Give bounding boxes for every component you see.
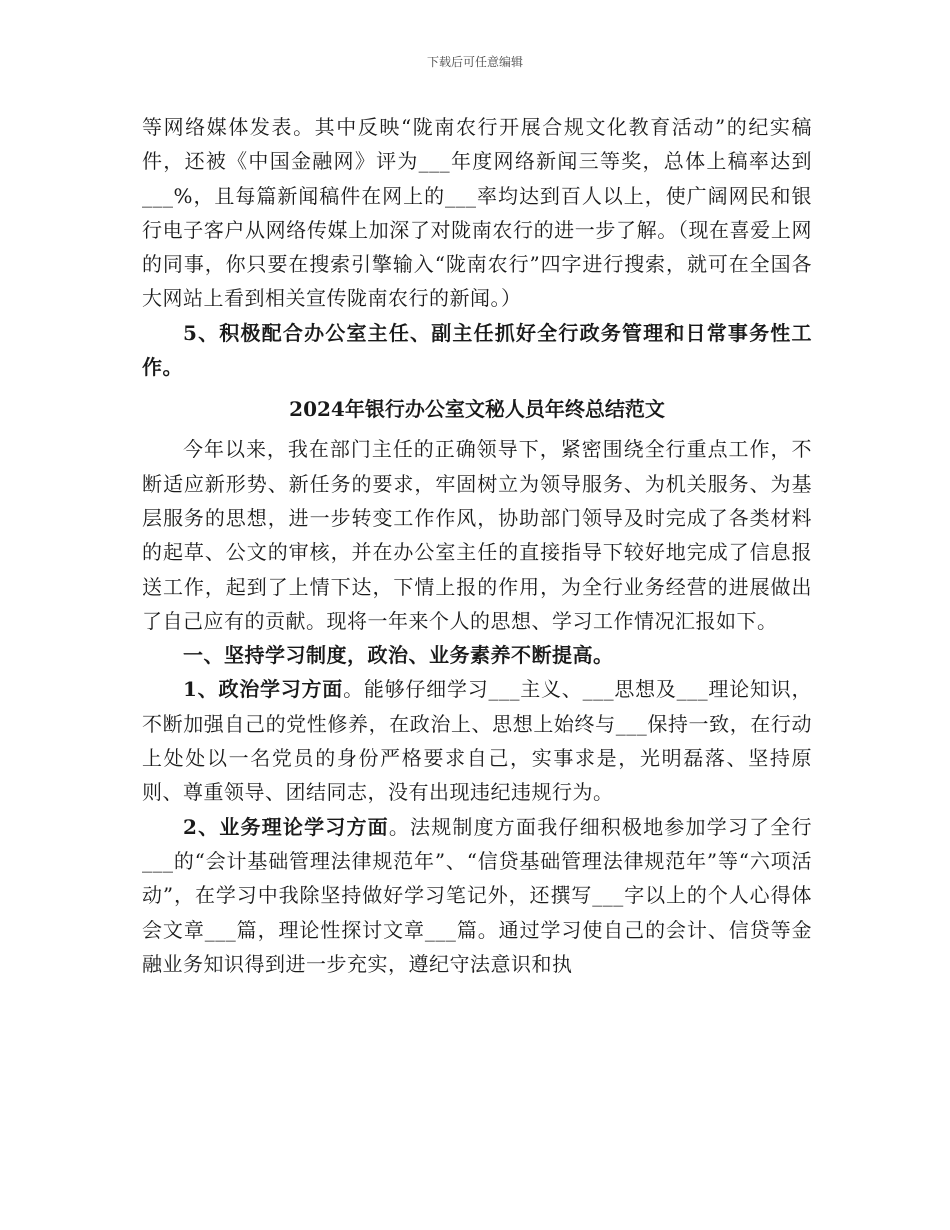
paragraph-political-study — [142, 672, 812, 809]
paragraph-intro: 今年以来，我在部门主任的正确领导下，紧密围绕全行重点工作，不断适应新形势、新任务的要求，牢固树立为领导服务、为机关服务、为基层服务的思想，进一步转变工作作风，协助部门领导及时完成了各类材料的起草、公文的审核，并在办公室主任的直接指导下较好地完成了信息报送工作，起到了上情下达，下情上报的作用，为全行业务经营的进展做出了自己应有的贡献。现将一年来个人的思想、学习工作情况汇报如下。 — [142, 437, 812, 633]
page-header: 下载后可任意编辑 — [426, 55, 523, 69]
business-study-lead: 2、业务理论学习方面 — [183, 814, 389, 839]
paragraph-news-summary: 等网络媒体发表。其中反映“陇南农行开展合规文化教育活动”的纪实稿件，还被《中国金融网》评为___年度网络新闻三等奖，总体上稿率达到___%，且每篇新闻稿件在网上的___率均达到百人以上，使广阔网民和银行电子客户从网络传媒上加深了对陇南农行的进一步了解。（现在喜爱上网的同事，你只要在搜索引擎输入“陇南农行”四字进行搜索，就可在全国各大网站上看到相关宣传陇南农行的新闻。） — [142, 115, 812, 311]
section-1-heading: 一、坚持学习制度，政治、业务素养不断提高。 — [183, 643, 614, 668]
item-5-heading: 5、积极配合办公室主任、副主任抓好全行政务管理和日常事务性工作。 — [142, 320, 812, 380]
document-body — [142, 110, 812, 981]
paragraph-business-study — [142, 810, 812, 981]
political-study-lead: 1、政治学习方面 — [183, 677, 344, 702]
document-title: 2024年银行办公室文秘人员年终总结范文 — [289, 397, 665, 422]
political-study-body: 。能够仔细学习___主义、___思想及___理论知识，不断加强自己的党性修养，在政治上、思想上始终与___保持一致，在行动上处处以一名党员的身份严格要求自己，实事求是，光明磊落、坚持原则、尊重领导、团结同志，没有出现违纪违规行为。 — [142, 677, 813, 805]
business-study-body: 。法规制度方面我仔细积极地参加学习了全行___的“会计基础管理法律规范年”、“信贷基础管理法律规范年”等“六项活动”，在学习中我除坚持做好学习笔记外，还撰写___字以上的个人心得体会文章___篇，理论性探讨文章___篇。通过学习使自己的会计、信贷等金融业务知识得到进一步充实，遵纪守法意识和执 — [142, 814, 812, 976]
